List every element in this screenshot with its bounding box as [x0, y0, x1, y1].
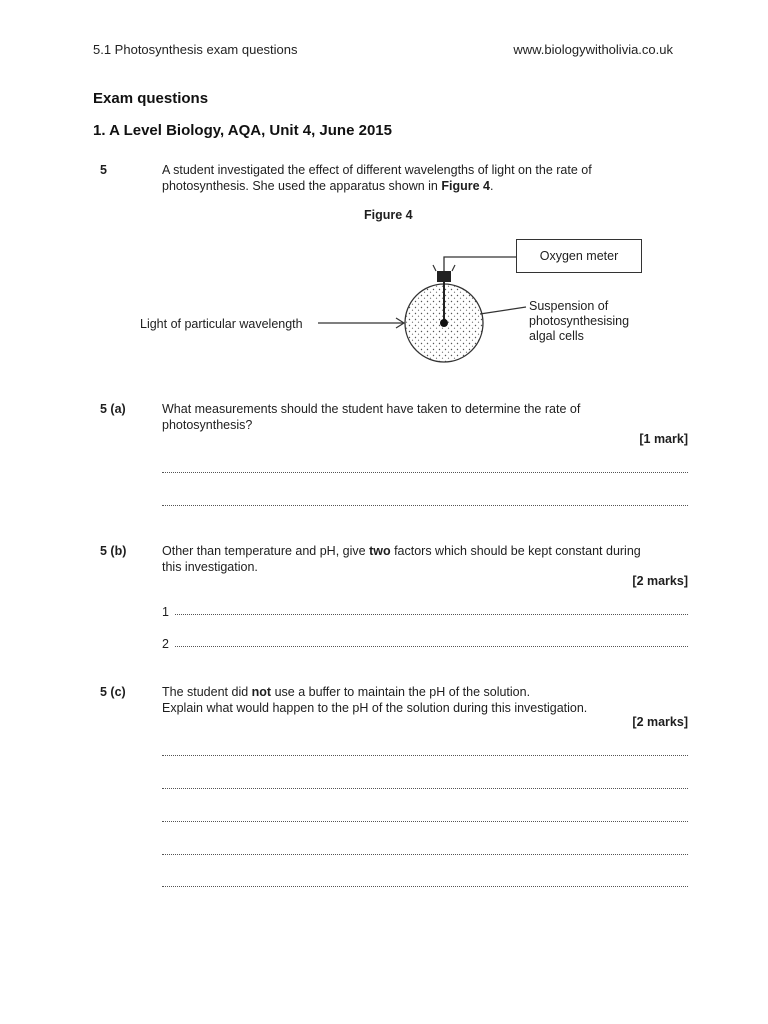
part-b-number: 5 (b)	[100, 544, 127, 558]
part-b-answer-1-line[interactable]	[175, 614, 688, 615]
section-heading: Exam questions	[93, 90, 209, 107]
part-b-question	[162, 544, 692, 575]
part-b-answer-1-number: 1	[162, 605, 169, 619]
algae-suspension-flask	[405, 284, 483, 362]
part-c-answer-line-5[interactable]	[162, 886, 688, 887]
light-label: Light of particular wavelength	[140, 317, 303, 331]
source-heading: 1. A Level Biology, AQA, Unit 4, June 2015	[93, 122, 392, 139]
part-c-number: 5 (c)	[100, 685, 126, 699]
question-intro-line-1: A student investigated the effect of different wavelengths of light on the rate of	[162, 163, 592, 177]
question-intro	[162, 163, 692, 194]
suspension-label	[529, 299, 629, 344]
part-c-emphasis: not	[251, 685, 272, 699]
part-c-answer-line-2[interactable]	[162, 788, 688, 789]
part-b-line-2: this investigation.	[162, 559, 258, 574]
part-c-answer-line-4[interactable]	[162, 854, 688, 855]
part-b-answer-2-number: 2	[162, 637, 169, 651]
stopper-arm-right	[452, 265, 455, 271]
intro-text: photosynthesis. She used the apparatus shown in	[162, 178, 442, 193]
part-a-question	[162, 402, 692, 433]
probe-tip	[440, 319, 448, 327]
stopper-arm-left	[433, 265, 436, 271]
meter-cable	[444, 257, 516, 271]
part-c-answer-line-1[interactable]	[162, 755, 688, 756]
part-a-line-1: What measurements should the student have taken to determine the rate of	[162, 402, 581, 416]
part-b-answer-2-line[interactable]	[175, 646, 688, 647]
intro-period: .	[489, 178, 494, 193]
part-c-line-2: Explain what would happen to the pH of the solution during this investigation.	[162, 700, 588, 715]
part-b-text-start: Other than temperature and pH, give	[162, 544, 370, 558]
part-b-emphasis: two	[369, 544, 391, 558]
part-b-marks: [2 marks]	[632, 574, 688, 588]
part-c-text-end: use a buffer to maintain the pH of the solution.	[271, 685, 531, 699]
part-c-answer-line-3[interactable]	[162, 821, 688, 822]
part-c-marks: [2 marks]	[632, 715, 688, 729]
question-intro-line-2	[162, 179, 692, 195]
part-a-answer-line-2[interactable]	[162, 505, 688, 506]
intro-figure-ref: Figure 4	[441, 178, 490, 193]
flask-stopper	[437, 271, 451, 282]
question-number: 5	[100, 163, 107, 177]
light-arrow-head	[396, 318, 404, 328]
part-c-question	[162, 685, 692, 716]
suspension-label-line-3: algal cells	[529, 329, 584, 343]
part-a-line-2: photosynthesis?	[162, 417, 253, 432]
suspension-label-line-1: Suspension of	[529, 299, 609, 313]
suspension-pointer	[480, 307, 526, 314]
part-b-text-end: factors which should be kept constant during	[390, 544, 641, 558]
figure-title: Figure 4	[364, 208, 413, 222]
part-c-line-1	[162, 685, 692, 701]
part-a-answer-line-1[interactable]	[162, 472, 688, 473]
part-c-text-start: The student did	[162, 685, 252, 699]
part-a-number: 5 (a)	[100, 402, 126, 416]
oxygen-meter-box	[516, 239, 642, 273]
part-b-line-1	[162, 544, 692, 560]
suspension-label-line-2: photosynthesising	[529, 314, 630, 328]
oxygen-meter-label: Oxygen meter	[539, 249, 619, 263]
part-a-marks: [1 mark]	[639, 432, 688, 446]
page-header-website: www.biologywitholivia.co.uk	[513, 42, 673, 57]
page-header-title: 5.1 Photosynthesis exam questions	[93, 42, 298, 57]
